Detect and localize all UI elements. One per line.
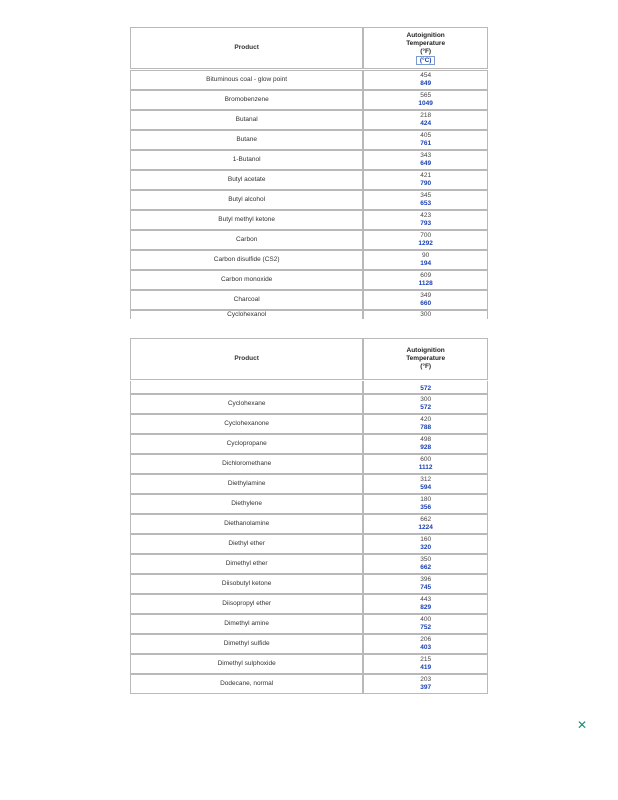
temp-celsius: 356: [420, 504, 432, 511]
temperature-cell: [363, 474, 488, 494]
temp-celsius: 1049: [418, 100, 433, 107]
temp-fahrenheit: 396: [420, 576, 432, 583]
temp-celsius: 660: [420, 300, 432, 307]
header-temperature: [363, 27, 488, 69]
temperature-cell: [363, 210, 488, 230]
product-name: Carbon disulfide (CS2): [130, 250, 363, 270]
product-name: Dimethyl sulphoxide: [130, 654, 363, 674]
table-row: [130, 110, 488, 130]
temp-fahrenheit: 600: [420, 456, 432, 463]
header-temp-line2: Temperature: [406, 355, 446, 362]
temp-fahrenheit: 498: [420, 436, 432, 443]
table-row: [130, 170, 488, 190]
temperature-cell: [363, 110, 488, 130]
temp-fahrenheit: 343: [420, 152, 432, 159]
temperature-cell: [363, 150, 488, 170]
temp-fahrenheit: 180: [420, 496, 432, 503]
product-name: 1-Butanol: [130, 150, 363, 170]
product-name: Butanal: [130, 110, 363, 130]
temperature-cell: [363, 70, 488, 90]
temp-celsius: 194: [420, 260, 432, 267]
product-name: Charcoal: [130, 290, 363, 310]
table-row: [130, 634, 488, 654]
table-row: [130, 290, 488, 310]
temperature-cell: [363, 574, 488, 594]
product-name: Cyclohexanol: [130, 310, 363, 319]
product-name: Diethanolamine: [130, 514, 363, 534]
product-name: Diethyl ether: [130, 534, 363, 554]
temp-celsius: 793: [420, 220, 432, 227]
table-row: [130, 210, 488, 230]
product-name: Butyl alcohol: [130, 190, 363, 210]
product-name: Diethylene: [130, 494, 363, 514]
table2-body: [130, 381, 488, 694]
temp-celsius: 320: [420, 544, 432, 551]
product-name: [130, 381, 363, 394]
temp-fahrenheit: 423: [420, 212, 432, 219]
table-row: [130, 514, 488, 534]
header-product: Product: [130, 27, 363, 69]
temperature-cell: [363, 614, 488, 634]
temperature-cell: [363, 634, 488, 654]
temperature-cell: [363, 290, 488, 310]
table-row: [130, 574, 488, 594]
temp-celsius: 1128: [418, 280, 433, 287]
temp-fahrenheit: 609: [420, 272, 432, 279]
temp-celsius: 653: [420, 200, 432, 207]
table1-body: [130, 70, 488, 319]
product-name: Butane: [130, 130, 363, 150]
product-name: Carbon monoxide: [130, 270, 363, 290]
table-row: [130, 454, 488, 474]
temperature-cell: [363, 494, 488, 514]
table-row: [130, 381, 488, 394]
temp-fahrenheit: 206: [420, 636, 432, 643]
table-row: [130, 494, 488, 514]
temp-celsius: 424: [420, 120, 432, 127]
product-name: Cyclopropane: [130, 434, 363, 454]
table-row: [130, 310, 488, 319]
product-name: Dimethyl sulfide: [130, 634, 363, 654]
table-row: [130, 414, 488, 434]
temp-fahrenheit: 203: [420, 676, 432, 683]
temp-fahrenheit: 421: [420, 172, 432, 179]
header-temp-line2: Temperature: [406, 39, 446, 47]
header-temp-line3: (°F): [420, 363, 432, 370]
temp-celsius: 745: [420, 584, 432, 591]
temp-fahrenheit: 443: [420, 596, 432, 603]
temp-fahrenheit: 215: [420, 656, 432, 663]
temp-fahrenheit: 160: [420, 536, 432, 543]
temp-celsius: 572: [420, 385, 432, 392]
product-name: Butyl acetate: [130, 170, 363, 190]
table-row: [130, 230, 488, 250]
table-row: [130, 270, 488, 290]
table-row: [130, 474, 488, 494]
temp-celsius: 849: [420, 80, 432, 87]
table-row: [130, 190, 488, 210]
product-name: Dimethyl amine: [130, 614, 363, 634]
product-name: Butyl methyl ketone: [130, 210, 363, 230]
table-row: [130, 434, 488, 454]
header-temp-line3: (°F): [420, 47, 432, 55]
table-row: [130, 614, 488, 634]
temperature-cell: [363, 250, 488, 270]
temp-fahrenheit: 312: [420, 476, 432, 483]
product-name: Dimethyl ether: [130, 554, 363, 574]
temp-fahrenheit: 90: [422, 252, 430, 259]
temp-fahrenheit: 662: [420, 516, 432, 523]
temperature-cell: [363, 534, 488, 554]
table-row: [130, 534, 488, 554]
temp-celsius: 752: [420, 624, 432, 631]
table-row: [130, 394, 488, 414]
temp-celsius: 419: [420, 664, 432, 671]
temp-fahrenheit: 420: [420, 416, 432, 423]
table2-header: [130, 338, 488, 380]
table-row: [130, 594, 488, 614]
product-name: Dichloromethane: [130, 454, 363, 474]
temp-fahrenheit: 405: [420, 132, 432, 139]
product-name: Bromobenzene: [130, 90, 363, 110]
temperature-cell: [363, 594, 488, 614]
temp-celsius: 403: [420, 644, 432, 651]
temp-celsius: 594: [420, 484, 432, 491]
product-name: Carbon: [130, 230, 363, 250]
temperature-cell: [363, 270, 488, 290]
header-temp-line1: Autoignition: [406, 347, 445, 354]
table-row: [130, 674, 488, 694]
temp-celsius: 788: [420, 424, 432, 431]
temp-fahrenheit: 350: [420, 556, 432, 563]
temperature-cell: [363, 90, 488, 110]
temperature-cell: [363, 454, 488, 474]
temp-celsius: 928: [420, 444, 432, 451]
table-row: [130, 654, 488, 674]
temp-celsius: 572: [420, 404, 432, 411]
product-name: Cyclohexane: [130, 394, 363, 414]
temperature-cell: [363, 170, 488, 190]
temperature-cell: [363, 381, 488, 394]
temp-fahrenheit: 349: [420, 292, 432, 299]
temp-fahrenheit: 565: [420, 92, 432, 99]
table-row: [130, 250, 488, 270]
temp-celsius: 397: [420, 684, 432, 691]
temp-celsius: 649: [420, 160, 432, 167]
product-name: Bituminous coal - glow point: [130, 70, 363, 90]
close-icon[interactable]: ✕: [576, 718, 588, 732]
temp-celsius: 1112: [418, 464, 433, 471]
temp-fahrenheit: 218: [420, 112, 432, 119]
unit-toggle-button[interactable]: (°C): [416, 56, 436, 65]
temperature-cell: [363, 394, 488, 414]
table-row: [130, 130, 488, 150]
temp-celsius: 829: [420, 604, 432, 611]
header-product: Product: [130, 338, 363, 380]
temperature-cell: [363, 130, 488, 150]
table-row: [130, 70, 488, 90]
temperature-cell: [363, 190, 488, 210]
product-name: Diethylamine: [130, 474, 363, 494]
temp-fahrenheit: 454: [420, 72, 432, 79]
temp-celsius: 662: [420, 564, 432, 571]
product-name: Diisopropyl ether: [130, 594, 363, 614]
table1-header: [130, 27, 488, 69]
product-name: Cyclohexanone: [130, 414, 363, 434]
temp-fahrenheit: 700: [420, 232, 432, 239]
temperature-cell: [363, 674, 488, 694]
table-row: [130, 554, 488, 574]
product-name: Dodecane, normal: [130, 674, 363, 694]
temperature-cell: [363, 654, 488, 674]
product-name: Diisobutyl ketone: [130, 574, 363, 594]
temperature-cell: [363, 310, 488, 319]
temp-fahrenheit: 300: [420, 311, 432, 318]
temp-celsius: 761: [420, 140, 432, 147]
table-row: [130, 150, 488, 170]
temperature-cell: [363, 434, 488, 454]
table-row: [130, 90, 488, 110]
temperature-cell: [363, 230, 488, 250]
temp-fahrenheit: 400: [420, 616, 432, 623]
header-temperature: [363, 338, 488, 380]
temp-fahrenheit: 300: [420, 396, 432, 403]
temp-celsius: 1224: [418, 524, 433, 531]
temperature-cell: [363, 414, 488, 434]
temperature-cell: [363, 554, 488, 574]
temp-fahrenheit: 345: [420, 192, 432, 199]
temp-celsius: 790: [420, 180, 432, 187]
temp-celsius: 1292: [418, 240, 433, 247]
header-temp-line1: Autoignition: [406, 31, 445, 39]
temperature-cell: [363, 514, 488, 534]
